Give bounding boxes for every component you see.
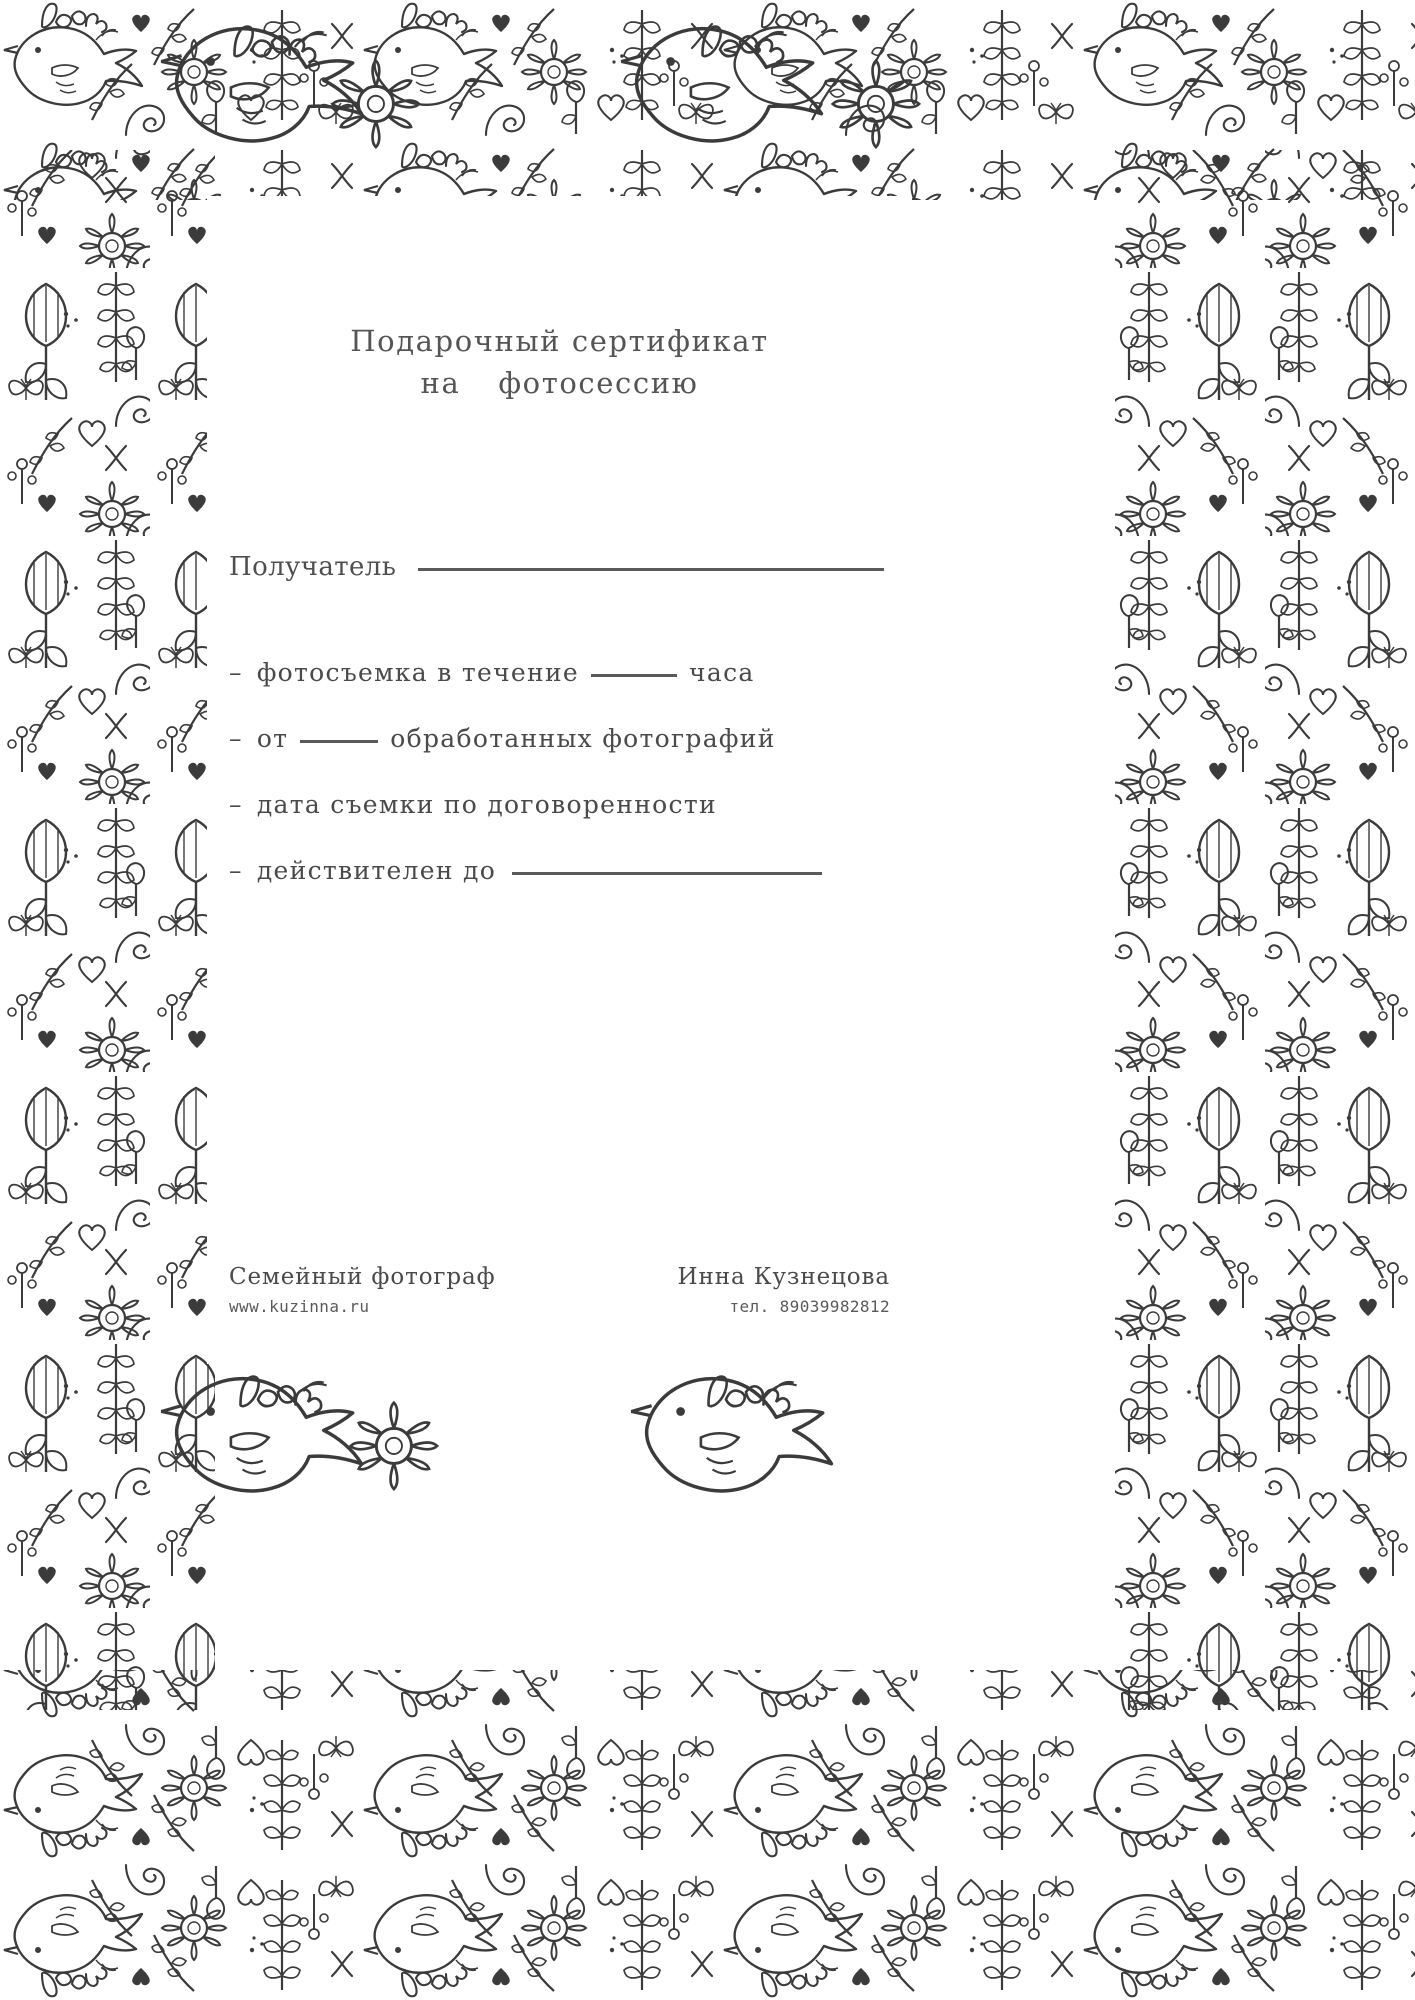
term-text-before: дата съемки по договоренности (256, 790, 717, 819)
border-band-right (1115, 150, 1415, 1710)
bullet-dash: – (229, 724, 243, 753)
phone-number[interactable]: тел. 89039982812 (729, 1297, 890, 1316)
recipient-row (229, 552, 884, 582)
footer-right-column (678, 1264, 890, 1316)
duration-input-line[interactable] (591, 674, 677, 677)
bullet-dash: – (229, 658, 243, 687)
term-text-before: действителен до (256, 856, 497, 885)
recipient-input-line[interactable] (418, 567, 884, 571)
term-text-before: фотосъемка в течение (256, 658, 580, 687)
certificate-footer (229, 1264, 890, 1316)
title-line-1: Подарочный сертификат (350, 324, 769, 358)
footer-left-column (229, 1264, 496, 1316)
recipient-label: Получатель (229, 552, 397, 582)
valid-until-input-line[interactable] (512, 872, 822, 875)
photographer-name: Инна Кузнецова (677, 1264, 890, 1290)
term-item-valid-until (229, 856, 902, 885)
border-band-left (0, 150, 215, 1710)
title-preposition: на (420, 366, 461, 401)
photographer-role: Семейный фотограф (229, 1264, 496, 1290)
bullet-dash: – (229, 790, 243, 819)
website-link[interactable]: www.kuzinna.ru (229, 1297, 370, 1316)
term-item-photo-count (229, 724, 902, 753)
bullet-dash: – (229, 856, 243, 885)
border-band-bottom (0, 1670, 1415, 2000)
title-subject: фотосессию (498, 366, 699, 401)
certificate-content-panel (207, 196, 912, 1364)
term-item-duration (229, 658, 902, 687)
terms-list (229, 658, 902, 922)
term-text-after: обработанных фотографий (390, 724, 776, 753)
page-title (207, 320, 912, 404)
term-text-after: часа (689, 658, 755, 687)
title-line-2 (207, 362, 912, 404)
term-item-shoot-date (229, 790, 902, 819)
term-text-before: от (256, 724, 289, 753)
photo-count-input-line[interactable] (300, 740, 378, 743)
